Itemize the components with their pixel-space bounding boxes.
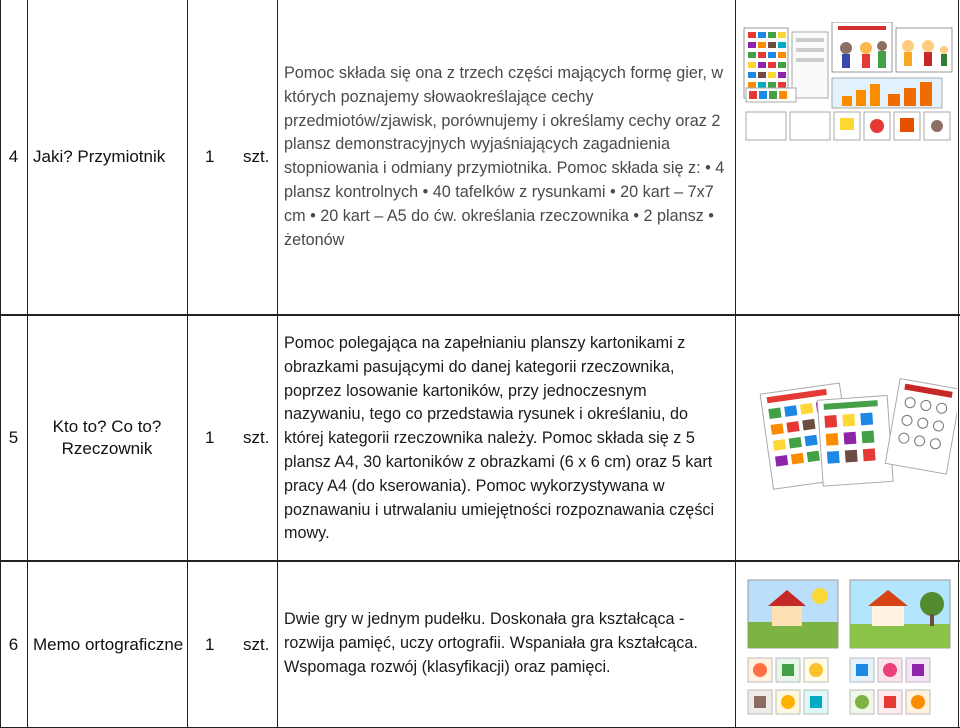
table-border-right [958, 0, 959, 728]
column-divider [735, 0, 736, 728]
column-divider [187, 0, 188, 728]
product-image-noun-game [752, 378, 957, 490]
column-divider [277, 0, 278, 728]
product-name: Jaki? Przymiotnik [33, 147, 166, 166]
unit: szt. [243, 634, 270, 654]
product-image-adjective-game [742, 22, 954, 142]
quantity: 1 [205, 428, 215, 447]
product-image-memo-game [742, 574, 956, 722]
product-description: Pomoc składa się ona z trzech części mających formę gier, w których poznajemy słowaokreślające cechy przedmiotów/zjawisk, porównujemy i określamy cechy oraz 2 plansz demonstracyjnych wyjaśniających zagadnienia stopniowania i odmiany przymiotnika. Pomoc składa się z: • 4 plansz kontrolnych • 40 tafelków z rysunkami • 20 kart – 7x7 cm • 20 kart – A5 do ćw. określania rzeczownika • 2 plansz • żetonów [284, 64, 725, 249]
unit: szt. [243, 428, 270, 447]
quantity: 1 [205, 634, 215, 654]
quantity: 1 [205, 147, 215, 166]
product-name: Memo ortograficzne [33, 634, 184, 654]
unit: szt. [243, 147, 270, 166]
row-number: 5 [8, 428, 19, 447]
product-description: Pomoc polegająca na zapełnianiu planszy kartonikami z obrazkami pasującymi do danej kategorii rzeczownika, poprzez losowanie kartoników, przy jednoczesnym nazywaniu, tego co przedstawia rysunek i określaniu, do której kategorii rzeczownika należy. Pomoc składa się z 5 plansz A4, 30 kartoników z obrazkami (6 x 6 cm) oraz 5 kart pracy A4 (do kserowania). Pomoc wykorzystywana w poznawaniu i utrwalaniu umiejętności rozpoznawania części mowy. [284, 334, 715, 543]
product-name: Kto to? Co to? Rzeczownik [52, 417, 162, 458]
product-description: Dwie gry w jednym pudełku. Doskonała gra kształcąca - rozwija pamięć, uczy ortografii. Wspaniała gra kształcąca. Wspomaga rozwój (klasyfikacji) oraz pamięci. [284, 610, 698, 676]
row-number: 6 [8, 634, 19, 654]
row-number: 4 [8, 147, 19, 166]
column-divider [27, 0, 28, 728]
